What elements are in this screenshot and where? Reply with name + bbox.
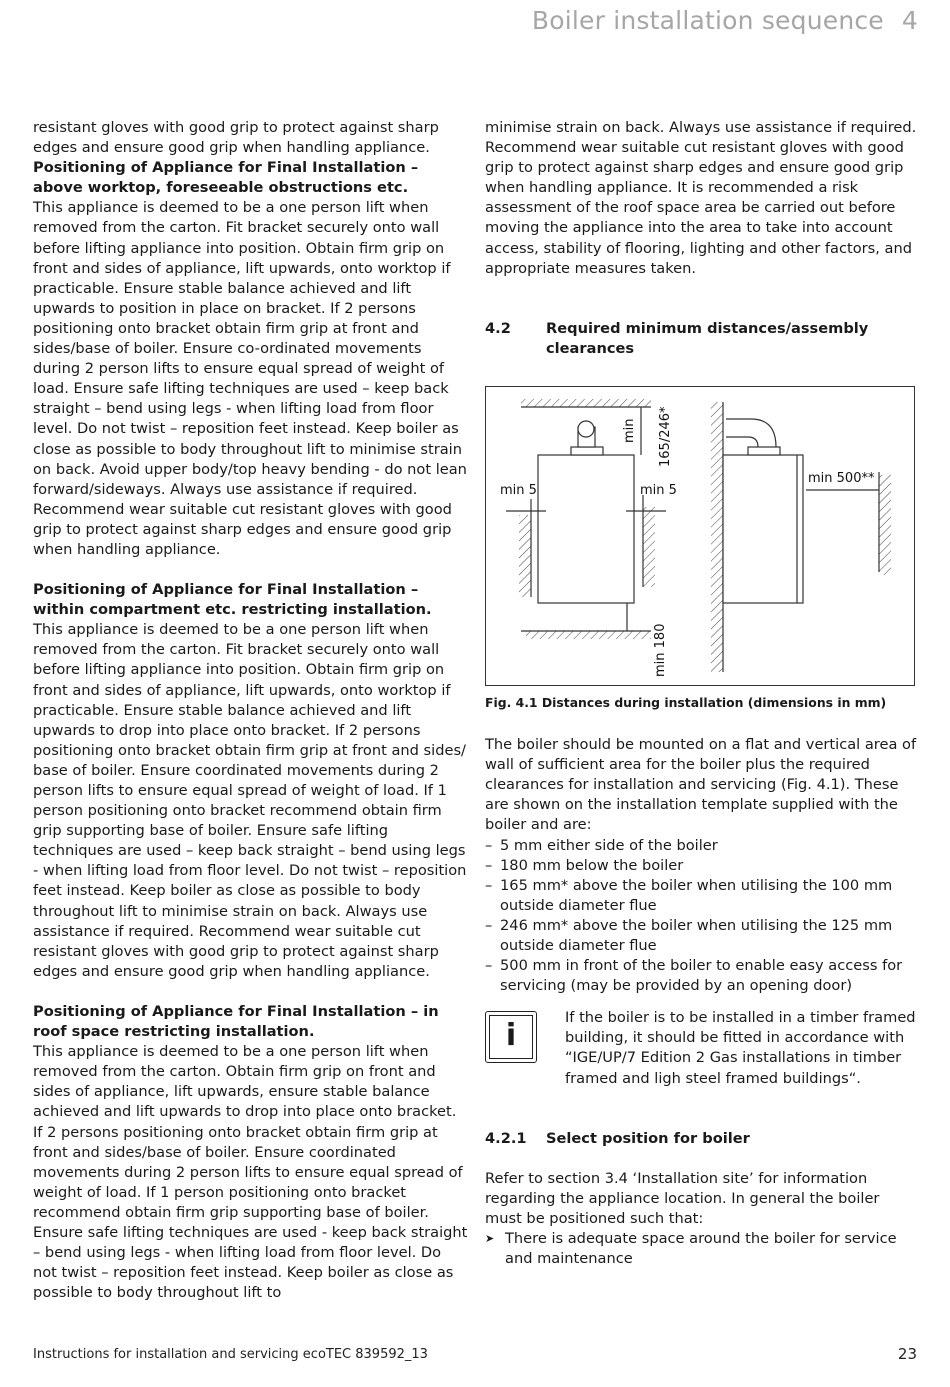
svg-text:min 5: min 5	[640, 482, 677, 498]
section-heading: Positioning of Appliance for Final Installation – above worktop, foreseeable obstructions etc.	[33, 159, 419, 197]
mounting-paragraph: The boiler should be mounted on a flat and vertical area of wall of sufficient area for the boiler plus the required clearances for installation and servicing (Fig. 4.1). These are shown on the installation template supplied with the boiler and are:	[485, 736, 917, 834]
info-icon: i	[485, 1011, 537, 1063]
intro-text: resistant gloves with good grip to protect against sharp edges and ensure good grip when handling appliance.	[33, 119, 439, 157]
right-column	[485, 118, 917, 1269]
page-header	[532, 6, 918, 35]
list-item: ➤ There is adequate space around the boiler for service and maintenance	[485, 1229, 917, 1269]
list-item: – 165 mm* above the boiler when utilising the 100 mm outside diameter flue	[485, 876, 917, 916]
section-body: This appliance is deemed to be a one person lift when removed from the carton. Fit bracket securely onto wall before lifting appliance into position. Obtain firm grip on front and sides of appliance, lift upwards, onto worktop if practicable. Ensure stable balance achieved and lift upwards to drop into place onto bracket. If 2 persons positioning onto bracket obtain firm grip at front and sides/ base of boiler. Ensure coordinated movements during 2 person lifts to ensure equal spread of weight of load. If 1 person positioning onto bracket recommend obtain firm grip supporting base of boiler. Ensure safe lifting techniques are used – keep back straight – bend using legs - when lifting load from floor level. Do not twist – reposition feet instead. Keep boiler as close as possible to body throughout lift to minimise strain on back. Always use assistance if required. Recommend wear suitable cut resistant gloves with good grip to protect against sharp edges and ensure good grip when handling appliance.	[33, 621, 467, 980]
section-heading: Positioning of Appliance for Final Installation – within compartment etc. restricting installation.	[33, 581, 432, 619]
section-heading: Positioning of Appliance for Final Installation – in roof space restricting installation.	[33, 1002, 439, 1041]
chapter-number: 4	[901, 6, 918, 35]
note-text: If the boiler is to be installed in a timber framed building, it should be fitted in accordance with “IGE/UP/7 Edition 2 Gas installations in timber framed and ligh steel framed buildings“.	[565, 1009, 916, 1087]
svg-text:min 180: min 180	[653, 623, 668, 677]
footer-text: Instructions for installation and servicing ecoTEC 839592_13	[33, 1347, 428, 1362]
section-body: This appliance is deemed to be a one person lift when removed from the carton. Obtain firm grip on front and sides of appliance, lift upwards, ensure stable balance achieved and lift upwards to drop into place onto bracket. If 2 persons positioning onto bracket obtain firm grip at front and sides/base of boiler. Ensure coordinated movements during 2 person lifts to ensure equal spread of weight of load. If 1 person positioning onto bracket recommend obtain firm grip supporting base of boiler. Ensure safe lifting techniques are used - keep back straight – bend using legs - when lifting load from floor level. Do not twist – reposition feet instead. Keep boiler as close as possible to body throughout lift to	[33, 1043, 468, 1302]
info-note	[485, 1008, 917, 1088]
figure-caption: Fig. 4.1 Distances during installation (dimensions in mm)	[485, 694, 887, 710]
page-number: 23	[897, 1345, 917, 1363]
list-item: – 180 mm below the boiler	[485, 856, 917, 876]
svg-text:165/246*: 165/246*	[658, 406, 673, 467]
clearance-list	[485, 836, 917, 997]
section-4-2-heading: 4.2 Required minimum distances/assembly clearances	[485, 319, 869, 357]
position-list	[485, 1229, 917, 1269]
figure-4-1-diagram	[485, 386, 915, 686]
header-title: Boiler installation sequence	[531, 6, 884, 35]
list-item: – 246 mm* above the boiler when utilising the 125 mm outside diameter flue	[485, 916, 917, 956]
continuation-text: minimise strain on back. Always use assistance if required. Recommend wear suitable cut resistant gloves with good grip to protect against sharp edges and ensure good grip when handling appliance. It is recommended a risk assessment of the roof space area be carried out before moving the appliance into the area to take into account access, stability of flooring, lighting and other factors, and appropriate measures taken.	[485, 119, 917, 277]
list-item: – 5 mm either side of the boiler	[485, 836, 917, 856]
list-item: – 500 mm in front of the boiler to enable easy access for servicing (may be provided by an opening door)	[485, 956, 917, 996]
svg-text:min: min	[622, 418, 637, 443]
section-body: This appliance is deemed to be a one person lift when removed from the carton. Fit bracket securely onto wall before lifting appliance into position. Obtain firm grip on front and sides of appliance, lift upwards, onto worktop if practicable. Ensure stable balance achieved and lift upwards to position in place on bracket. If 2 persons positioning onto bracket obtain firm grip at front and sides/base of boiler. Ensure co-ordinated movements during 2 person lifts to ensure equal spread of weight of load. Ensure safe lifting techniques are used – keep back straight – bend using legs - when lifting load from floor level. Do not twist – reposition feet instead. Keep boiler as close as possible to body throughout lift to minimise strain on back. Avoid upper body/top heavy bending - do not lean forward/sideways. Always use assistance if required. Recommend wear suitable cut resistant gloves with good grip to protect against sharp edges and ensure good grip when handling appliance.	[33, 199, 467, 558]
position-paragraph: Refer to section 3.4 ‘Installation site’ for information regarding the appliance location. In general the boiler must be positioned such that:	[485, 1169, 880, 1227]
left-column	[33, 118, 468, 1303]
svg-text:min 5: min 5	[500, 482, 537, 498]
svg-text:min 500**: min 500**	[808, 470, 875, 486]
section-4-2-1-heading: 4.2.1 Select position for boiler	[485, 1129, 750, 1147]
